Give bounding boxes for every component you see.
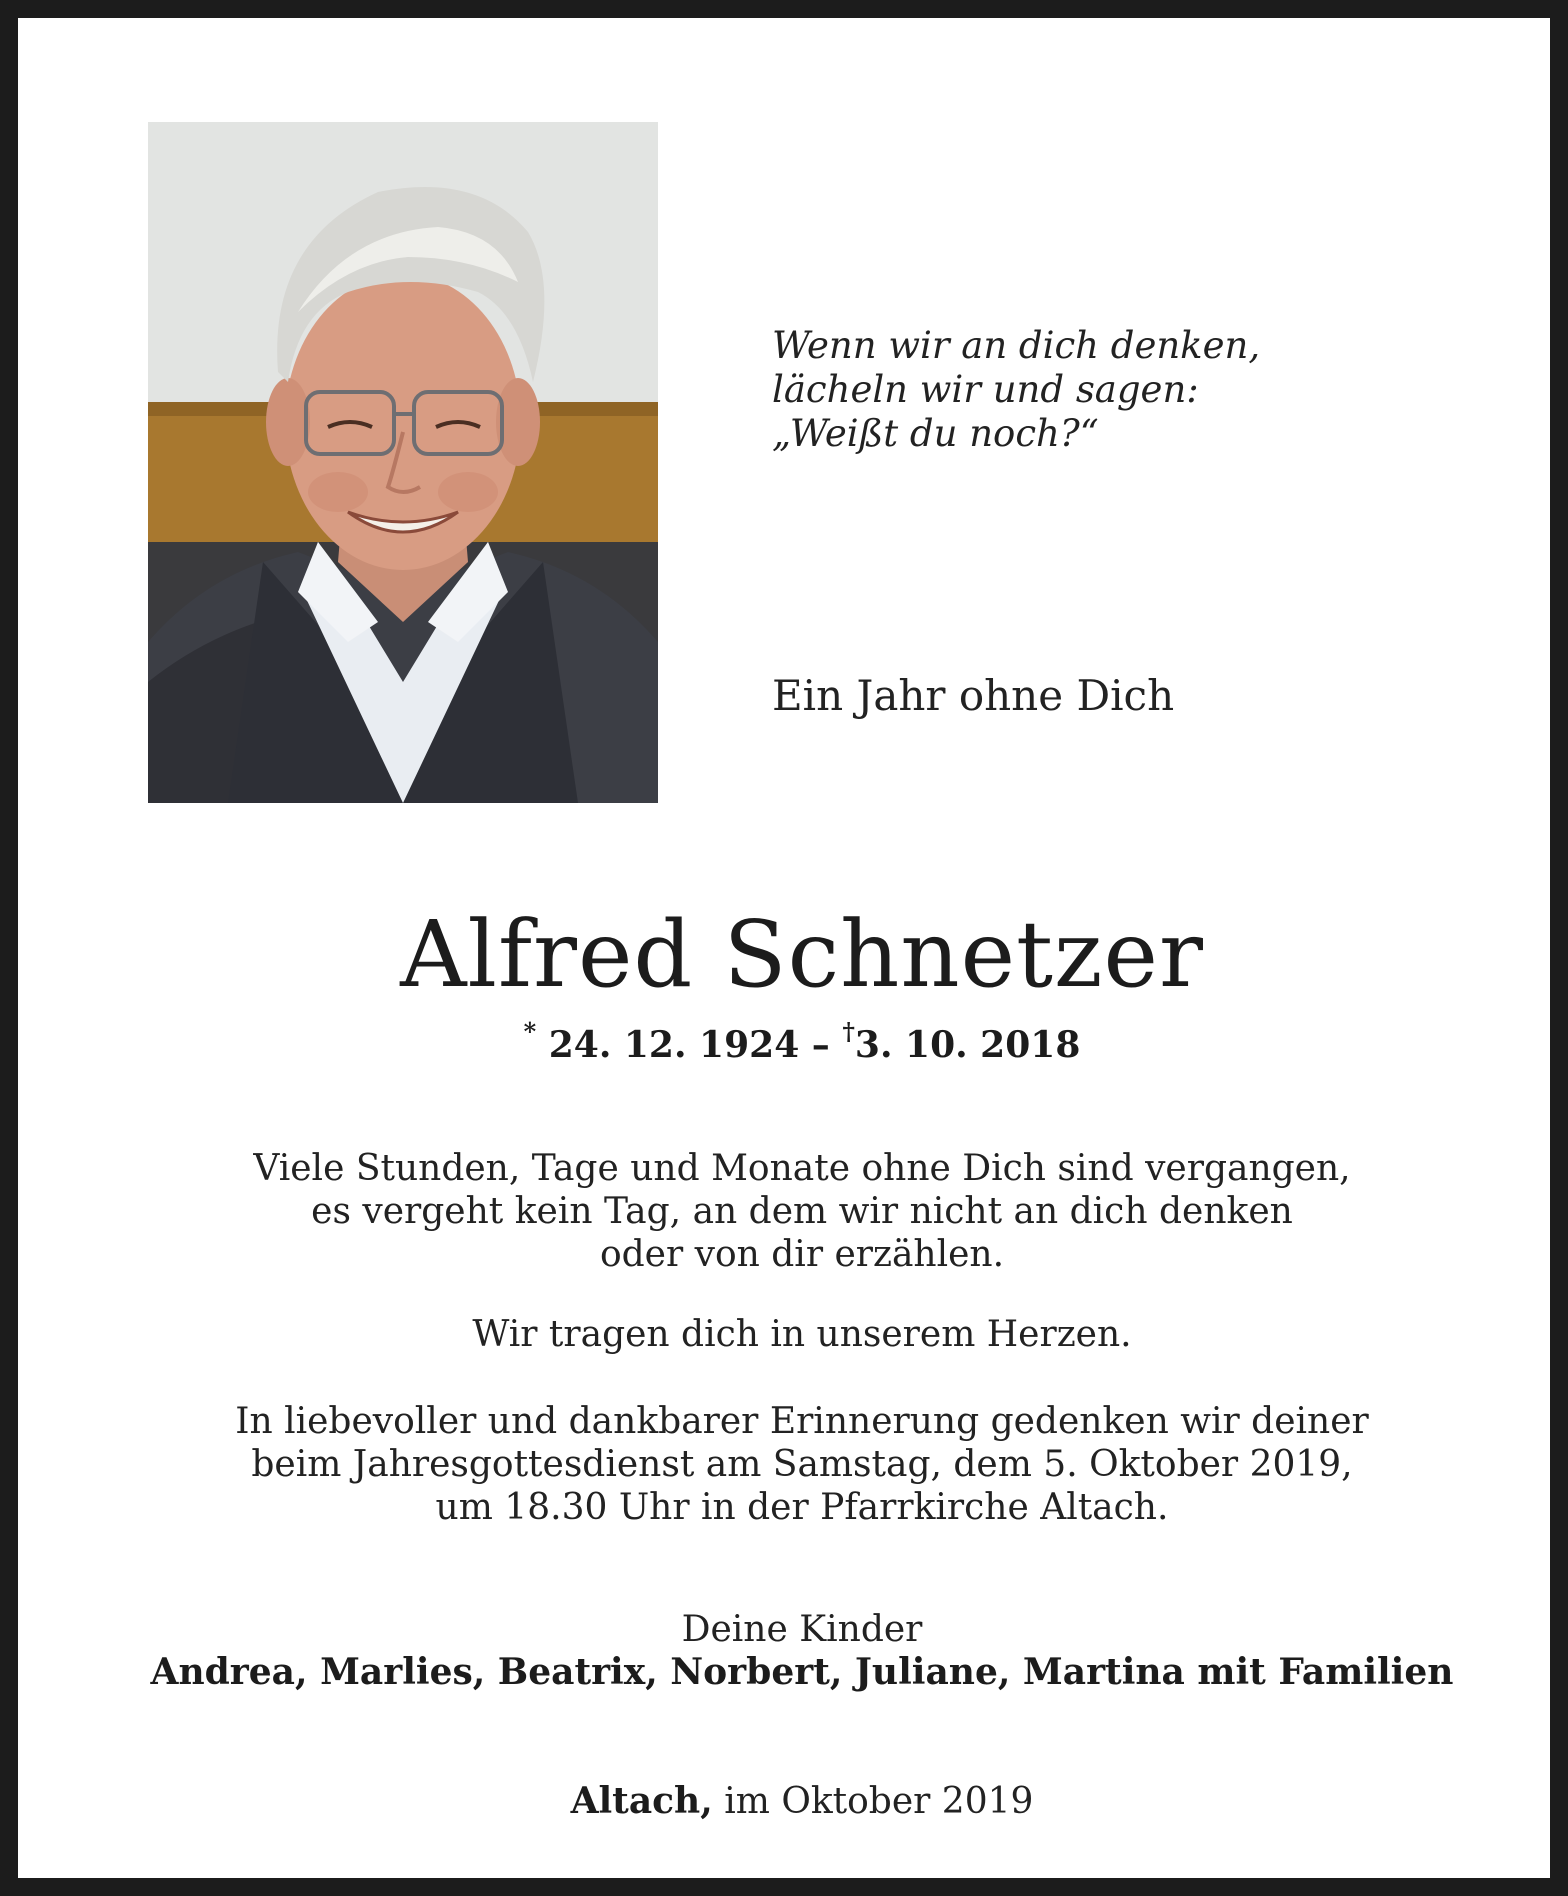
- birth-date: 24. 12. 1924: [548, 1024, 800, 1066]
- service-announcement: [58, 1400, 1546, 1529]
- paragraph-line: um 18.30 Uhr in der Pfarrkirche Altach.: [435, 1487, 1169, 1528]
- paragraph-line: Viele Stunden, Tage und Monate ohne Dich sind vergangen,: [253, 1148, 1351, 1189]
- paragraph-line: es vergeht kein Tag, an dem wir nicht an dich denken: [311, 1191, 1293, 1232]
- subtitle: Ein Jahr ohne Dich: [772, 671, 1175, 720]
- date-separator: –: [811, 1024, 830, 1066]
- portrait-photo: [148, 122, 658, 803]
- quote-line: Wenn wir an dich denken,: [772, 324, 1261, 367]
- signoff-intro: Deine Kinder: [681, 1609, 923, 1650]
- deceased-name: Alfred Schnetzer: [400, 901, 1204, 1008]
- place-and-date: [58, 1780, 1546, 1823]
- signoff-names: Andrea, Marlies, Beatrix, Norbert, Juliane, Martina mit Familien: [150, 1651, 1454, 1693]
- memorial-paragraph: [58, 1147, 1546, 1276]
- quote-block: [772, 324, 1332, 456]
- birth-symbol: *: [523, 1017, 537, 1046]
- paragraph-line: oder von dir erzählen.: [599, 1234, 1005, 1275]
- portrait-illustration: [148, 122, 658, 803]
- paragraph-line: beim Jahresgottesdienst am Samstag, dem 5. Oktober 2019,: [251, 1444, 1353, 1485]
- paragraph-line: In liebevoller und dankbarer Erinnerung gedenken wir deiner: [235, 1401, 1369, 1442]
- date: im Oktober 2019: [724, 1781, 1034, 1822]
- quote-line: „Weißt du noch?“: [772, 412, 1099, 455]
- life-dates: [58, 1017, 1546, 1068]
- heart-line: Wir tragen dich in unserem Herzen.: [472, 1314, 1132, 1355]
- death-date: 3. 10. 2018: [854, 1024, 1081, 1066]
- place: Altach,: [570, 1780, 713, 1822]
- death-symbol: †: [842, 1017, 855, 1046]
- quote-line: lächeln wir und sagen:: [772, 368, 1199, 411]
